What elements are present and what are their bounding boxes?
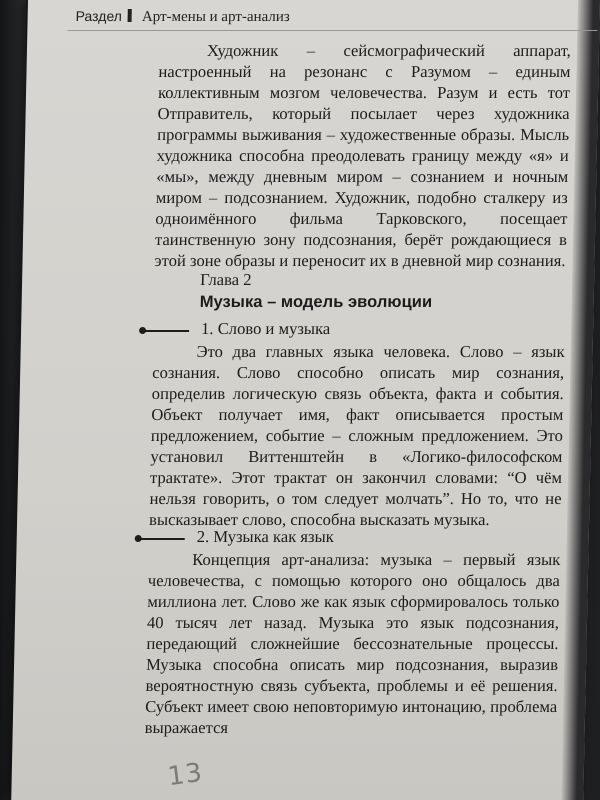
running-header [75,8,290,26]
header-bar-icon [128,9,132,22]
book-page [11,0,600,800]
handwritten-page-number: 13 [166,757,205,793]
section-marker-icon [135,533,185,545]
intro-paragraph: Художник – сейсмографический аппарат, настроенный на резонанс с Разумом – единым коллективным мозгом человечества. Разум и есть тот Отправитель, который посылает через художника программы выживания – художественные образы. Мысль художника способна преодолевать границу между «я» и «мы», между дневным миром – сознанием и ночным миром – подсознанием. Художник, подобно сталкеру из одноимённого фильма Тарковского, посещает таинственную зону подсознания, берёт рождающиеся в этой зоне образы и переносит их в дневной мир сознания. [154,41,572,270]
running-title: Арт-мены и арт-анализ [141,9,290,25]
section1-paragraph: Это два главных языка человека. Слово – язык сознания. Слово способно описать мир сознания, определив логическую связь объекта, факта и события. Объект получает имя, факт описывается простым предложением, событие – сложным предложением. Это установил Виттенштейн в «Логико-философском трактате». Этот трактат он закончил словами: “О чём нельзя говорить, о том следует молчать”. Но то, что не высказывает слово, способна высказать музыка. [148,342,565,529]
header-divider [67,30,597,31]
chapter-label: Глава 2 [199,270,252,289]
section-marker-icon [139,325,189,337]
section-label: Раздел [75,8,123,24]
section2-heading: 2. Музыка как язык [196,527,335,546]
section2-paragraph: Концепция арт-анализа: музыка – первый язык человечества, с помощью которого оно общалось два миллиона лет. Слово же как язык сформировалось только 40 тысяч лет назад. Музыка это язык подсознания, передающий сложнейшие бессознательные процессы. Музыка способна описать мир подсознания, выразив вероятностную связь субъекта, проблемы и её решения. Субъект имеет свою неповторимую интонацию, проблема выражается [144,550,561,737]
section1-heading: 1. Слово и музыка [200,319,331,338]
chapter-title: Музыка – модель эволюции [199,292,433,311]
